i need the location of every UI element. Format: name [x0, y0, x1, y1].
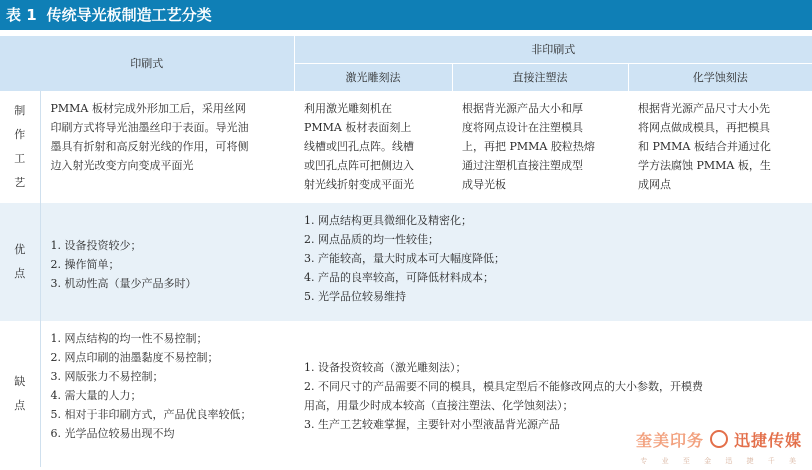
watermark-right: 迅捷传媒: [733, 430, 802, 450]
list-item: 4. 需大量的人力；: [50, 389, 142, 402]
list-item: 3. 生产工艺较难掌握，主要针对小型液晶背光源产品: [304, 418, 560, 431]
disadvantages-print-cell: [40, 321, 294, 467]
text-line: 学方法腐蚀 PMMA 板，生: [638, 159, 771, 172]
process-laser-cell: [294, 91, 452, 203]
text-line: 将网点做成模具，再把模具: [638, 121, 770, 134]
text-line: 根据背光源产品大小和厚: [462, 102, 583, 115]
text-line: 根据背光源产品尺寸大小先: [638, 102, 770, 115]
list-item: 2. 操作简单；: [50, 257, 120, 271]
row-label-char: 点: [14, 267, 26, 280]
text-line: 上，再把 PMMA 胶粒热熔: [462, 140, 595, 153]
list-item: 1. 网点结构的均一性不易控制；: [50, 332, 208, 345]
advantages-print-cell: [40, 203, 294, 321]
header-print: 印刷式: [0, 36, 294, 91]
watermark-sub: 专 业 至 金 迅 捷 千 美: [640, 457, 802, 465]
text-line: 成网点: [638, 178, 671, 191]
row-label-char: 优: [14, 243, 26, 256]
list-item: 3. 机动性高（量少产品多时）: [50, 276, 197, 290]
row-label-char: 作: [14, 128, 26, 141]
text-line: 边入射光改变方向变成平面光: [50, 159, 194, 172]
row-label-process: [0, 91, 40, 203]
list-item: 3. 产能较高，量大时成本可大幅度降低；: [304, 252, 505, 265]
list-item: 1. 网点结构更具微细化及精密化；: [304, 214, 472, 227]
list-item: 用高，用量少时成本较高（直接注塑法、化学蚀刻法）；: [304, 399, 574, 412]
list-item: 1. 设备投资较少；: [50, 238, 142, 252]
text-line: 或凹孔点阵可把侧边入: [304, 159, 414, 172]
text-line: PMMA 板材完成外形加工后，采用丝网: [50, 102, 246, 115]
list-item: 1. 设备投资较高（激光雕刻法）；: [304, 361, 467, 374]
row-label-char: 艺: [14, 176, 26, 189]
list-item: 2. 网点品质的均一性较佳；: [304, 233, 439, 246]
list-item: 5. 相对于非印刷方式，产品优良率较低；: [50, 408, 252, 421]
process-etch-cell: [628, 91, 812, 203]
advantages-nonprint-cell: [294, 203, 812, 321]
table-title: 传统导光板制造工艺分类: [46, 6, 212, 24]
text-line: 度将网点设计在注塑模具: [462, 121, 583, 134]
list-item: 5. 光学品位较易维持: [304, 290, 406, 303]
process-print-cell: [40, 91, 294, 203]
list-item: 6. 光学品位较易出现不均: [50, 427, 175, 440]
list-item: 3. 网版张力不易控制；: [50, 370, 164, 383]
watermark-left: 奎美印务: [635, 430, 704, 450]
row-label-char: 工: [14, 152, 26, 165]
list-item: 4. 产品的良率较高，可降低材料成本；: [304, 271, 494, 284]
row-label-char: 点: [14, 399, 26, 412]
header-nonprint: 非印刷式: [294, 36, 812, 64]
text-line: PMMA 板材表面刻上: [304, 121, 412, 134]
row-label-disadvantages: [0, 321, 40, 467]
row-label-advantages: [0, 203, 40, 321]
watermark: [636, 424, 802, 454]
text-line: 和 PMMA 板结合并通过化: [638, 140, 771, 153]
table-title-bar: [0, 0, 812, 30]
text-line: 成导光板: [462, 178, 506, 191]
row-label-char: 缺: [14, 375, 26, 388]
header-etch: 化学蚀刻法: [628, 64, 812, 92]
text-line: 利用激光雕刻机在: [304, 102, 392, 115]
list-item: 2. 网点印刷的油墨黏度不易控制；: [50, 351, 219, 364]
row-label-char: 制: [14, 104, 26, 117]
text-line: 通过注塑机直接注塑成型: [462, 159, 583, 172]
table-label: 表 1: [6, 6, 37, 24]
process-table: [0, 36, 812, 467]
text-line: 射光线折射变成平面光: [304, 178, 414, 191]
process-injection-cell: [452, 91, 628, 203]
header-injection: 直接注塑法: [452, 64, 628, 92]
list-item: 2. 不同尺寸的产品需要不同的模具，模具定型后不能修改网点的大小参数，开模费: [304, 380, 703, 393]
text-line: 印刷方式将导光油墨丝印于表面。导光油: [50, 121, 249, 134]
text-line: 线槽或凹孔点阵。线槽: [304, 140, 414, 153]
watermark-logo-icon: [710, 430, 728, 448]
header-laser: 激光雕刻法: [294, 64, 452, 92]
text-line: 墨具有折射和高反射光线的作用，可将侧: [50, 140, 249, 153]
